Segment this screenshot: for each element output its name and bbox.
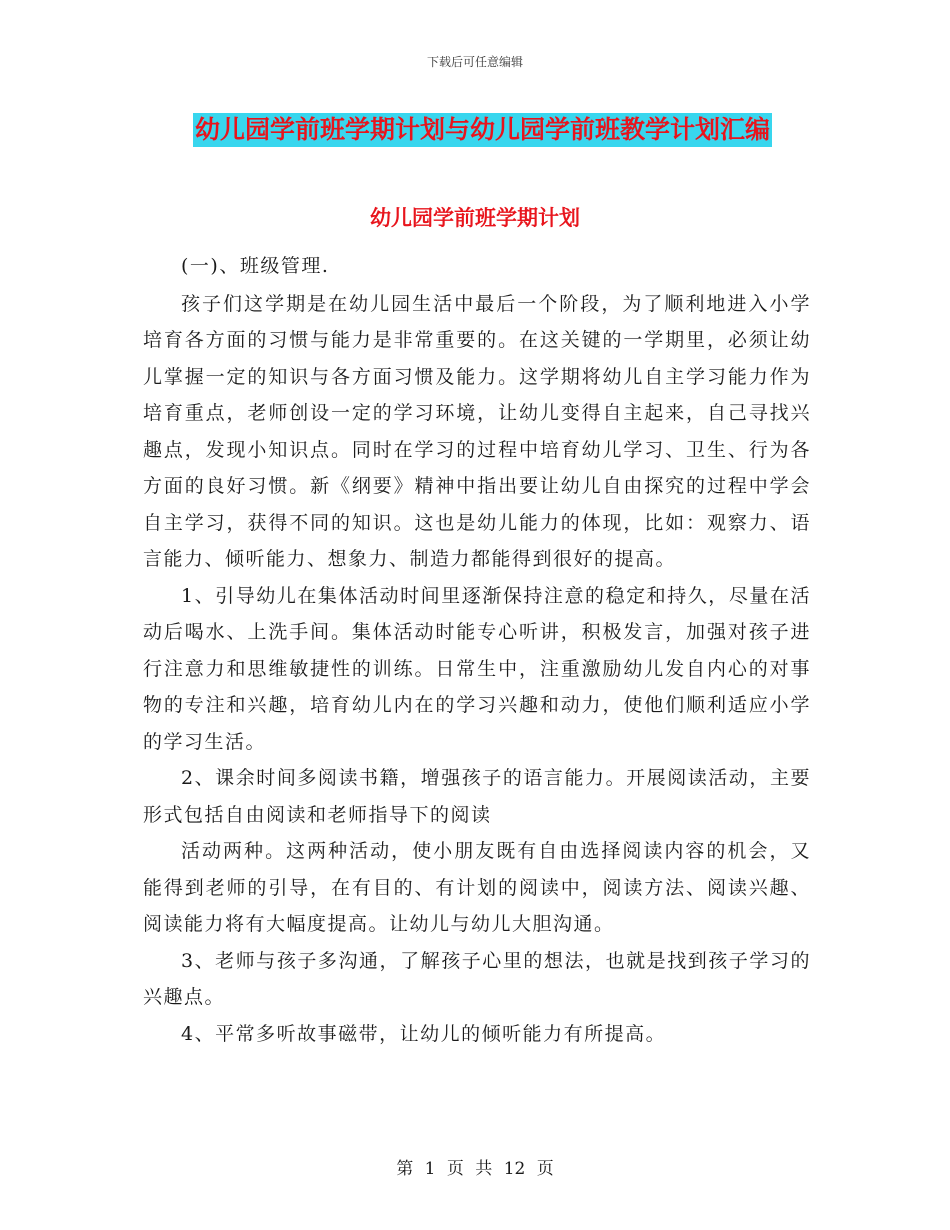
document-title: 幼儿园学前班学期计划与幼儿园学前班教学计划汇编 [193,113,772,147]
paragraph-item-3: 3、老师与孩子多沟通，了解孩子心里的想法，也就是找到孩子学习的兴趣点。 [143,949,811,1008]
paragraph-intro: 孩子们这学期是在幼儿园生活中最后一个阶段，为了顺利地进入小学培育各方面的习惯与能力是非常重要的。在这关键的一学期里，必须让幼儿掌握一定的知识与各方面习惯及能力。这学期将幼儿自主学习能力作为培育重点，老师创设一定的学习环境，让幼儿变得自主起来，自己寻找兴趣点，发现小知识点。同时在学习的过程中培育幼儿学习、卫生、行为各方面的良好习惯。新《纲要》精神中指出要让幼儿自由探究的过程中学会自主学习，获得不同的知识。这也是幼儿能力的体现，比如：观察力、语言能力、倾听能力、想象力、制造力都能得到很好的提高。 [143,292,811,570]
paragraph-item-2: 2、课余时间多阅读书籍，增强孩子的语言能力。开展阅读活动，主要形式包括自由阅读和老师指导下的阅读 [143,767,811,826]
paragraph-item-1: 1、引导幼儿在集体活动时间里逐渐保持注意的稳定和持久，尽量在活动后喝水、上洗手间。集体活动时能专心听讲，积极发言，加强对孩子进行注意力和思维敏捷性的训练。日常生中，注重激励幼儿发自内心的对事物的专注和兴趣，培育幼儿内在的学习兴趣和动力，使他们顺利适应小学的学习生活。 [143,584,811,753]
paragraph-class-management: (一)、班级管理. [181,255,330,277]
section-title: 幼儿园学前班学期计划 [370,206,580,230]
paragraph-item-2-continued: 活动两种。这两种活动，使小朋友既有自由选择阅读内容的机会，又能得到老师的引导，在有目的、有计划的阅读中，阅读方法、阅读兴趣、阅读能力将有大幅度提高。让幼儿与幼儿大胆沟通。 [143,840,811,935]
document-body [143,248,811,1052]
paragraph-item-4: 4、平常多听故事磁带，让幼儿的倾听能力有所提高。 [181,1022,667,1045]
header-note: 下载后可任意编辑 [426,55,523,69]
page-footer: 第 1 页 共 12 页 [396,1159,554,1179]
